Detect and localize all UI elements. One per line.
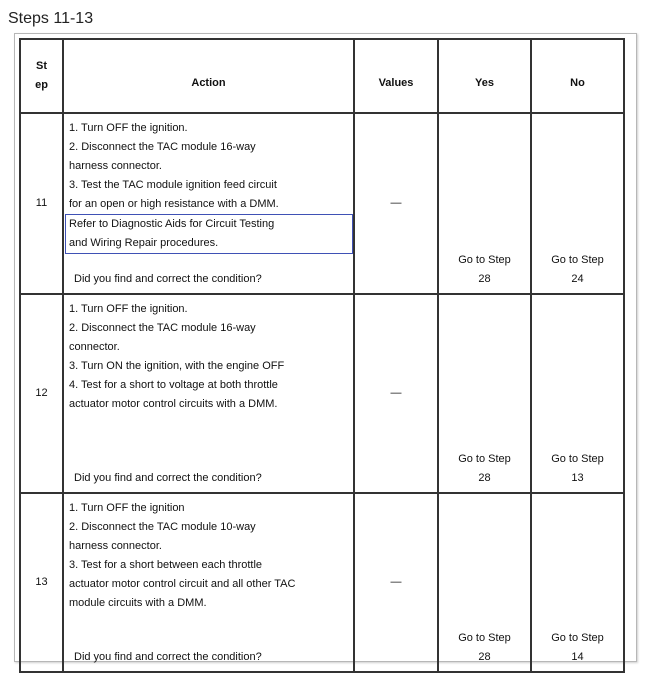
- yes-goto-label: Go to Step: [458, 632, 511, 644]
- values-cell: —: [354, 113, 438, 294]
- yes-goto-step: 28: [478, 273, 491, 285]
- action-cell: [63, 294, 354, 493]
- action-line: 2. Disconnect the TAC module 16-way: [69, 322, 256, 334]
- action-line: 1. Turn OFF the ignition: [69, 502, 185, 514]
- no-goto-label: Go to Step: [551, 453, 604, 465]
- action-line: actuator motor control circuits with a DMM.: [69, 398, 278, 410]
- action-line: harness connector.: [69, 160, 162, 172]
- step-number: 12: [20, 294, 63, 493]
- header-values: Values: [354, 39, 438, 113]
- yes-goto-step: 28: [478, 651, 491, 663]
- values-cell: —: [354, 294, 438, 493]
- no-goto-step: 14: [571, 651, 584, 663]
- header-no: No: [531, 39, 624, 113]
- table-row: [20, 294, 624, 493]
- yes-goto-label: Go to Step: [458, 453, 511, 465]
- no-cell: [531, 294, 624, 493]
- no-goto-step: 24: [571, 273, 584, 285]
- yes-cell: [438, 493, 531, 672]
- action-line: 3. Turn ON the ignition, with the engine OFF: [69, 360, 285, 372]
- no-goto-step: 13: [571, 472, 584, 484]
- action-cell: [63, 113, 354, 294]
- no-cell: [531, 493, 624, 672]
- action-line: 2. Disconnect the TAC module 16-way: [69, 141, 256, 153]
- action-line: 2. Disconnect the TAC module 10-way: [69, 521, 256, 533]
- question: Did you find and correct the condition?: [74, 472, 262, 484]
- question: Did you find and correct the condition?: [74, 651, 262, 663]
- action-line: 1. Turn OFF the ignition.: [69, 122, 188, 134]
- action-line: connector.: [69, 341, 120, 353]
- diagnostic-table: [19, 38, 625, 673]
- header-action: Action: [63, 39, 354, 113]
- values-cell: —: [354, 493, 438, 672]
- step-number: 13: [20, 493, 63, 672]
- no-cell: [531, 113, 624, 294]
- action-line: for an open or high resistance with a DMM.: [69, 198, 279, 210]
- header-yes: Yes: [438, 39, 531, 113]
- action-cell: [63, 493, 354, 672]
- action-line: 3. Test the TAC module ignition feed circuit: [69, 179, 277, 191]
- reference-line: Refer to Diagnostic Aids for Circuit Testing: [69, 218, 275, 230]
- table-row: [20, 113, 624, 294]
- action-line: harness connector.: [69, 540, 162, 552]
- action-line: 1. Turn OFF the ignition.: [69, 303, 188, 315]
- no-goto-label: Go to Step: [551, 254, 604, 266]
- table-row: [20, 493, 624, 672]
- action-line: 4. Test for a short to voltage at both throttle: [69, 379, 278, 391]
- yes-cell: [438, 113, 531, 294]
- yes-goto-step: 28: [478, 472, 491, 484]
- yes-cell: [438, 294, 531, 493]
- header-step: [20, 39, 63, 113]
- action-line: actuator motor control circuit and all other TAC: [69, 578, 296, 590]
- reference-note: [65, 214, 353, 254]
- action-line: module circuits with a DMM.: [69, 597, 207, 609]
- no-goto-label: Go to Step: [551, 632, 604, 644]
- header-row: [20, 39, 624, 113]
- yes-goto-label: Go to Step: [458, 254, 511, 266]
- reference-line: and Wiring Repair procedures.: [69, 237, 219, 249]
- header-step-line-1: St: [36, 60, 47, 72]
- question: Did you find and correct the condition?: [74, 273, 262, 285]
- action-line: 3. Test for a short between each throttle: [69, 559, 263, 571]
- header-step-line-2: ep: [35, 79, 48, 91]
- page-title: Steps 11-13: [8, 10, 94, 27]
- step-number: 11: [20, 113, 63, 294]
